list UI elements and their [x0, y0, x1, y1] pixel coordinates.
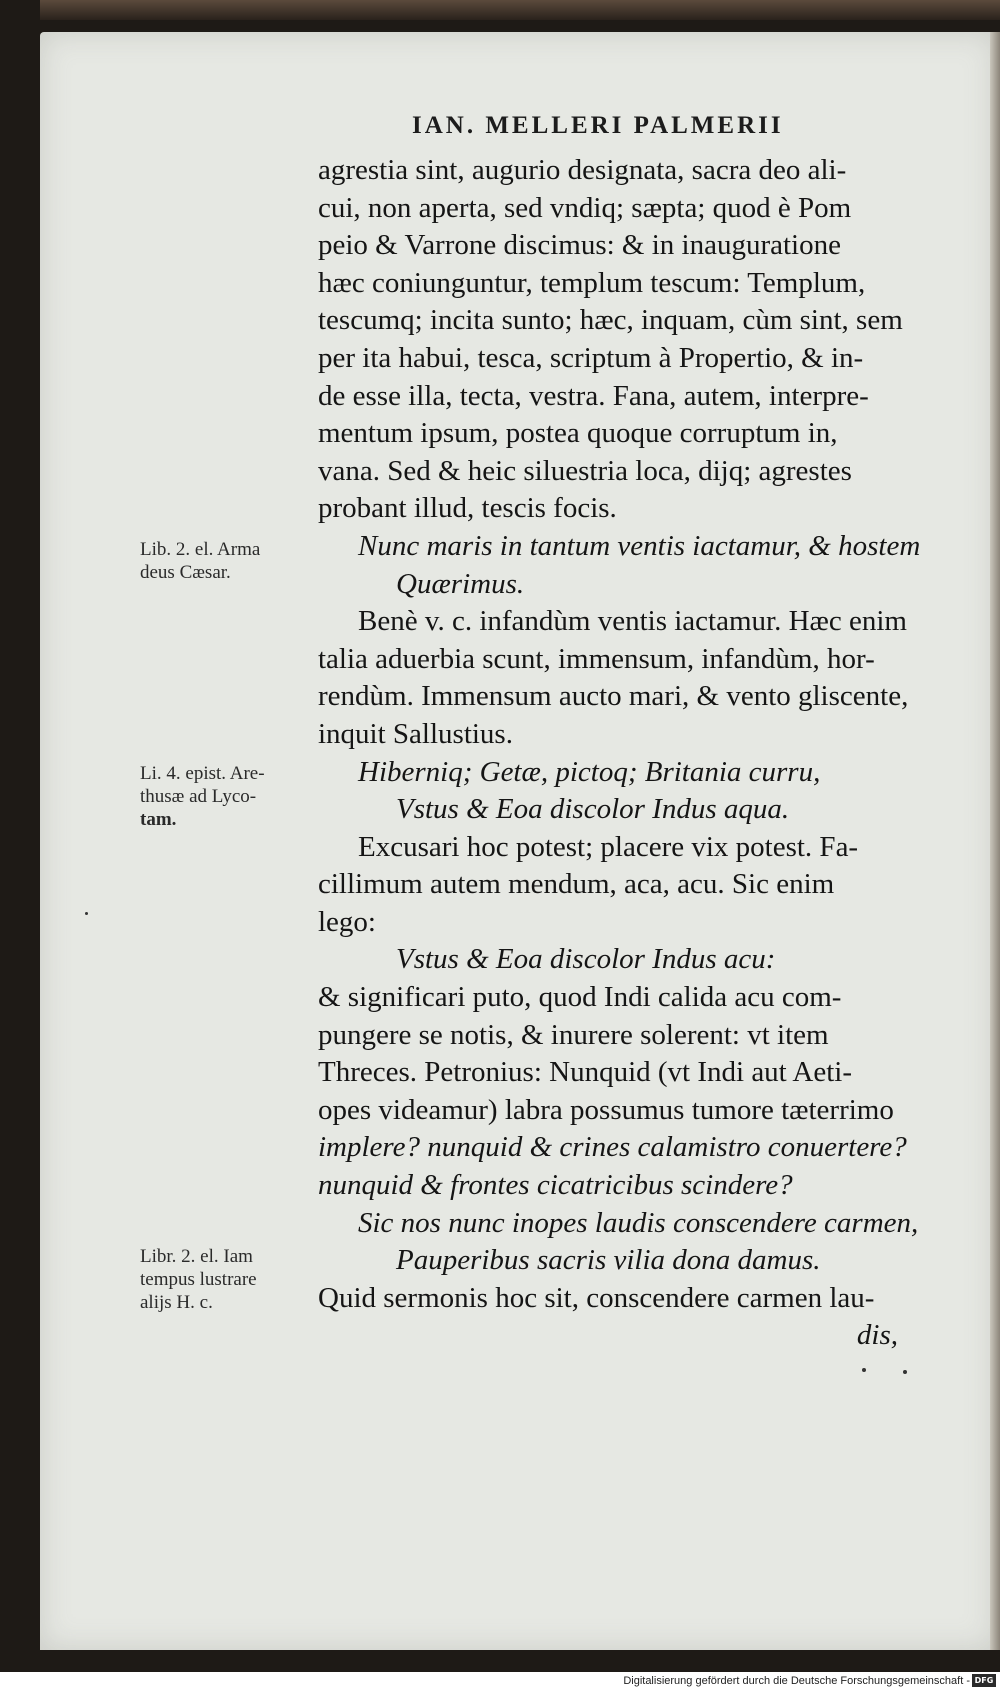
text-line: pungere se notis, & inurere solerent: vt item: [318, 1018, 829, 1051]
running-header: IAN. MELLERI PALMERII: [412, 112, 784, 139]
text-line: Vstus & Eoa discolor Indus acu:: [396, 943, 776, 976]
footer-credit: Digitalisierung gefördert durch die Deutsche Forschungsgemeinschaft -: [623, 1675, 970, 1687]
margin-note-1: [140, 538, 320, 584]
text-line: Hiberniq; Getæ, pictoq; Britania curru,: [358, 755, 821, 788]
text-line: Excusari hoc potest; placere vix potest. Fa-: [358, 830, 859, 863]
text-line: tescumq; incita sunto; hæc, inquam, cùm sint, sem: [318, 304, 903, 337]
margin-note-line: thusæ ad Lyco-: [140, 786, 257, 807]
text-line: Threces. Petronius: Nunquid (vt Indi aut Aeti-: [318, 1056, 852, 1089]
ink-speck: [862, 1368, 866, 1372]
text-line: cui, non aperta, sed vndiq; sæpta; quod è Pom: [318, 191, 852, 224]
text-line: nunquid & frontes cicatricibus scindere?: [318, 1169, 793, 1202]
text-line: hæc coniunguntur, templum tescum: Templum,: [318, 266, 866, 299]
margin-note-2: [140, 762, 320, 831]
text-line: Pauperibus sacris vilia dona damus.: [396, 1244, 821, 1277]
ink-speck: [903, 1370, 907, 1374]
text-line: Benè v. c. infandùm ventis iactamur. Hæc enim: [358, 605, 907, 638]
text-line: rendùm. Immensum aucto mari, & vento gliscente,: [318, 680, 909, 713]
text-line: Sic nos nunc inopes laudis conscendere carmen,: [358, 1206, 919, 1239]
text-line: cillimum autem mendum, aca, acu. Sic enim: [318, 868, 835, 901]
margin-note-line: Libr. 2. el. Iam: [140, 1246, 253, 1267]
page-edge: [990, 32, 1000, 1650]
text-line: peio & Varrone discimus: & in inauguratione: [318, 229, 841, 262]
margin-note-line: Lib. 2. el. Arma: [140, 539, 261, 560]
margin-note-line: deus Cæsar.: [140, 562, 231, 583]
text-line: Quid sermonis hoc sit, conscendere carmen lau-: [318, 1281, 875, 1314]
text-line: per ita habui, tesca, scriptum à Propertio, & in-: [318, 341, 864, 374]
book-top-edge: [40, 0, 1000, 20]
text-line: lego:: [318, 905, 376, 938]
text-line: de esse illa, tecta, vestra. Fana, autem, interpre-: [318, 379, 869, 412]
text-line: dis,: [856, 1319, 898, 1352]
text-line: opes videamur) labra possumus tumore tæterrimo: [318, 1093, 894, 1126]
margin-note-line: tempus lustrare: [140, 1269, 257, 1290]
text-line: talia aduerbia scunt, immensum, infandùm, hor-: [318, 642, 875, 675]
text-line: implere? nunquid & crines calamistro conuertere?: [318, 1131, 907, 1164]
text-line: inquit Sallustius.: [318, 717, 513, 750]
text-line: Vstus & Eoa discolor Indus aqua.: [396, 793, 790, 826]
ink-speck: [85, 912, 88, 915]
margin-note-line: alijs H. c.: [140, 1292, 213, 1313]
text-line: Nunc maris in tantum ventis iactamur, & hostem: [358, 529, 921, 562]
margin-note-3: [140, 1245, 320, 1314]
text-line: & significari puto, quod Indi calida acu com-: [318, 981, 842, 1014]
dfg-logo: DFG: [972, 1674, 996, 1687]
text-line: agrestia sint, augurio designata, sacra deo ali-: [318, 154, 847, 186]
text-line: probant illud, tescis focis.: [318, 492, 617, 525]
margin-note-line: Li. 4. epist. Are-: [140, 763, 265, 784]
text-line: mentum ipsum, postea quoque corruptum in,: [318, 417, 838, 450]
margin-note-line: tam.: [140, 809, 177, 830]
main-text: [318, 152, 958, 1355]
text-line: vana. Sed & heic siluestria loca, dijq; agrestes: [318, 454, 852, 487]
text-line: Quærimus.: [396, 567, 525, 600]
